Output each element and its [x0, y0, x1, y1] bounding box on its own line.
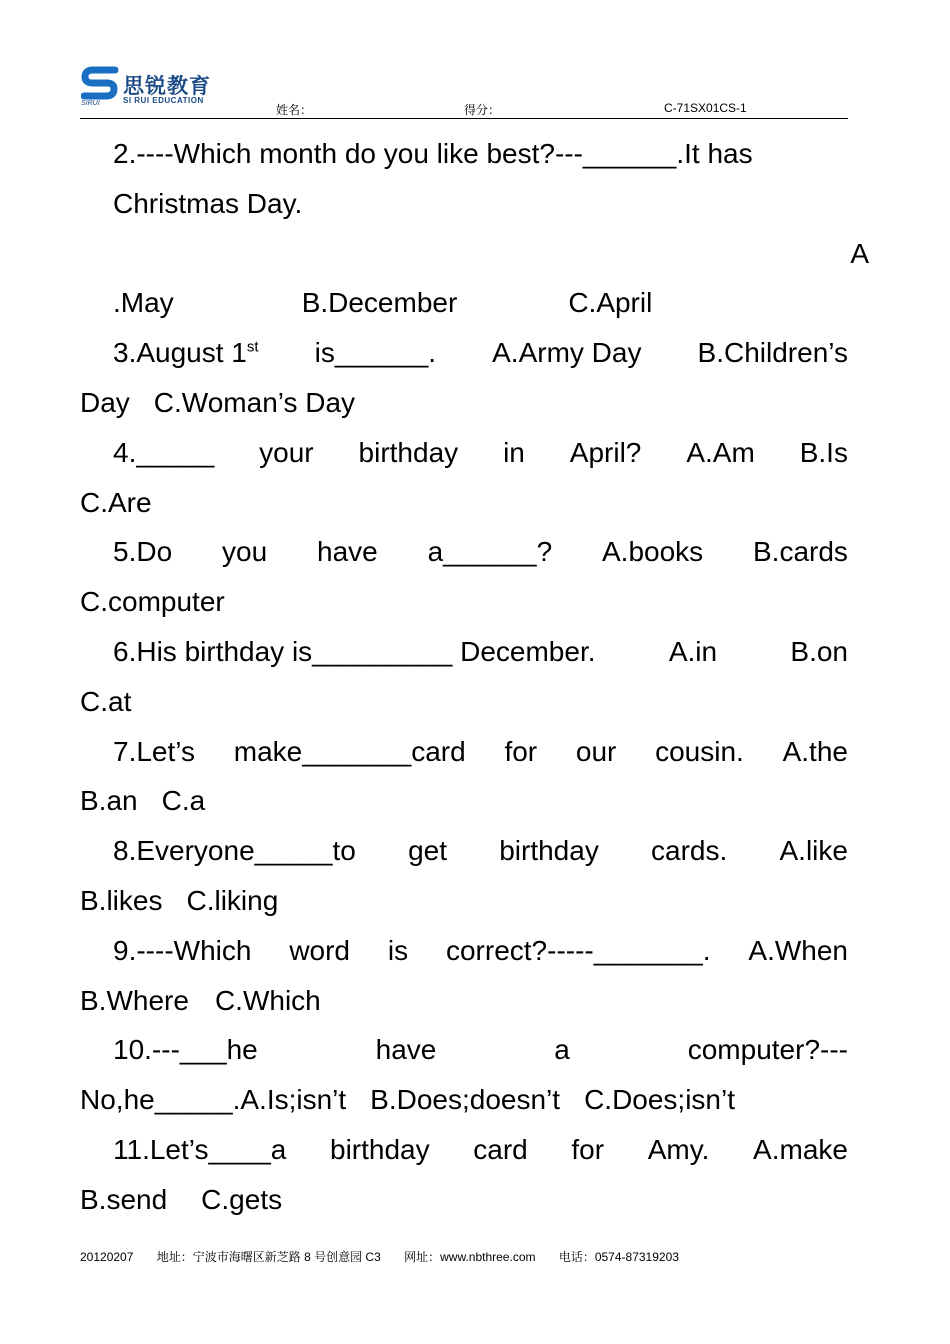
q6-line-2: C.at: [80, 685, 132, 717]
q10-line-1: 10.---___he have a computer?---: [113, 1034, 848, 1066]
q6-line-1: 6.His birthday is_________ December. A.in B.on: [113, 635, 848, 667]
logo-s-icon: [81, 66, 119, 100]
q7-line-2: B.an C.a: [80, 785, 206, 817]
q3-line-2: Day C.Woman’s Day: [80, 386, 356, 418]
footer-address: 地址：宁波市海曙区新芝路 8 号创意园 C3: [156, 1250, 381, 1264]
question-list: [80, 129, 869, 1225]
q2-line-1: 2.----Which month do you like best?---______.It has: [113, 138, 753, 169]
q8-line-2: B.likes C.liking: [80, 884, 279, 916]
logo-small-text: SIRUI: [81, 100, 100, 107]
footer-date: 20120207: [80, 1250, 134, 1264]
q2-options: .May B.December C.April: [113, 287, 653, 319]
page-footer: [80, 1248, 699, 1265]
q10-line-2: No,he_____.A.Is;isn’t B.Does;doesn’t C.Does;isn’t: [80, 1084, 735, 1116]
q2-option-a-letter: A: [850, 237, 869, 269]
q11-line-2: B.send C.gets: [80, 1183, 283, 1215]
q2-line-2: Christmas Day.: [113, 187, 303, 219]
doc-code: C-71SX01CS-1: [664, 101, 747, 115]
q11-line-1: 11.Let’s____a birthday card for Amy. A.make: [113, 1133, 848, 1165]
q7-line-1: 7.Let’s make_______card for our cousin. A.the: [113, 735, 848, 767]
q5-line-1: 5.Do you have a______? A.books B.cards: [113, 536, 848, 568]
q3-line-1: 3.August 1st is______. A.Army Day B.Children’s: [113, 337, 848, 369]
q9-line-1: 9.----Which word is correct?-----_______. A.When: [113, 934, 848, 966]
q5-line-2: C.computer: [80, 586, 225, 618]
q4-line-2: C.Are: [80, 486, 152, 518]
score-label: 得分：: [464, 103, 501, 117]
footer-phone: 电话：0574-87319203: [558, 1250, 679, 1264]
q4-line-1: 4._____ your birthday in April? A.Am B.Is: [113, 436, 848, 468]
header-rule: [80, 118, 848, 119]
name-label: 姓名：: [276, 103, 313, 117]
q8-line-1: 8.Everyone_____to get birthday cards. A.like: [113, 835, 848, 867]
logo-brand-en: SI RUI EDUCATION: [123, 96, 204, 105]
logo: [81, 66, 221, 108]
logo-brand-cn: 思锐教育: [123, 75, 211, 98]
footer-website: 网址：www.nbthree.com: [404, 1250, 536, 1264]
q9-line-2: B.Where C.Which: [80, 984, 321, 1016]
